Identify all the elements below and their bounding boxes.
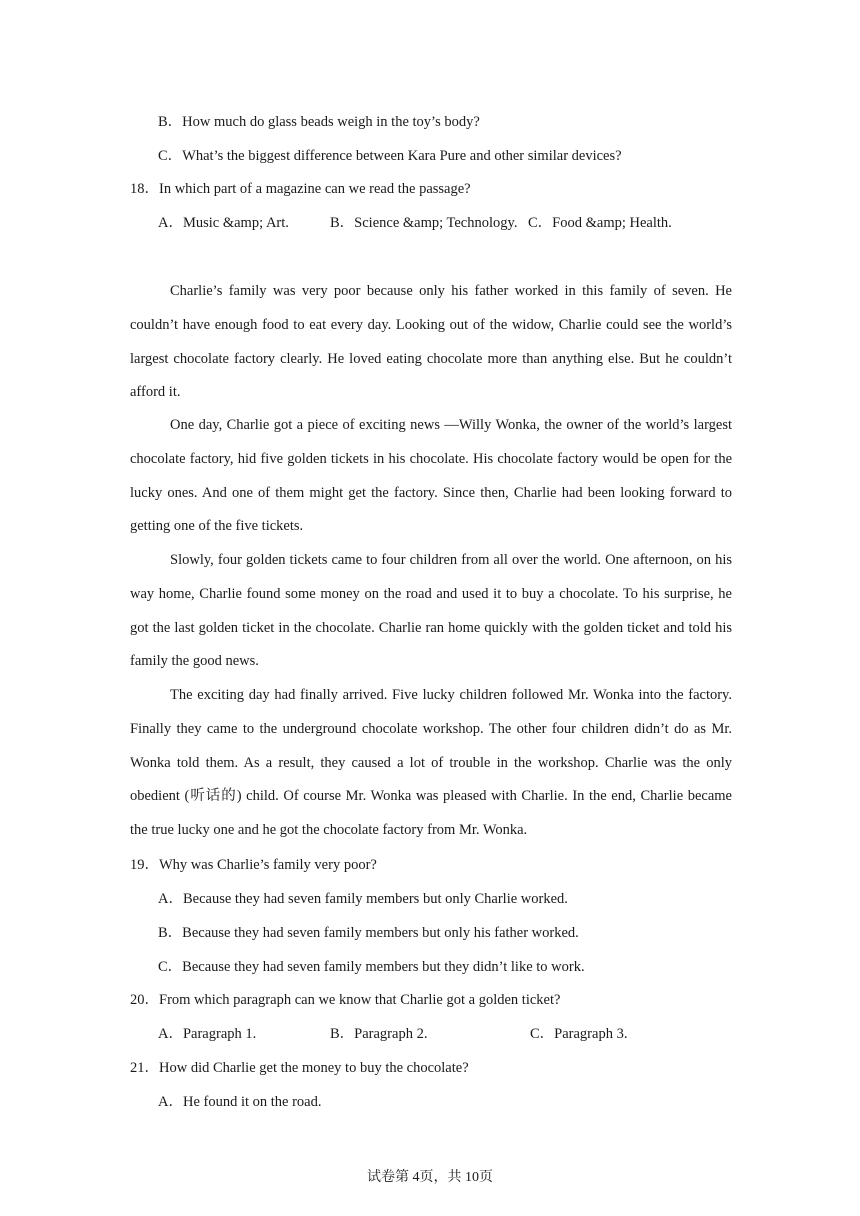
passage-paragraph-4: The exciting day had finally arrived. Five lucky children followed Mr. Wonka into the factory. Finally they came to the underground chocolate workshop. The other four children didn’t do as Mr. Wonka told them. As a result, they caused a lot of trouble in the workshop. Charlie was the only obedient (听话的) child. Of course Mr. Wonka was pleased with Charlie. In the end, Charlie became the true lucky one and he got the chocolate factory from Mr. Wonka. — [130, 687, 732, 839]
question-19-option-a: A．Because they had seven family members but only Charlie worked. — [158, 891, 568, 907]
question-20-option-b: B．Paragraph 2. — [330, 1026, 428, 1042]
page-footer: 试卷第 4页，共 10页 — [367, 1170, 493, 1185]
prev-option-b: B．How much do glass beads weigh in the toy’s body? — [158, 114, 480, 130]
question-21-text: 21．How did Charlie get the money to buy the chocolate? — [130, 1060, 469, 1076]
question-19-option-c: C．Because they had seven family members but they didn’t like to work. — [158, 959, 585, 975]
question-18-option-b: B．Science &amp; Technology. — [330, 215, 518, 231]
question-20-text: 20．From which paragraph can we know that Charlie got a golden ticket? — [130, 992, 561, 1008]
question-18-text: 18．In which part of a magazine can we read the passage? — [130, 181, 471, 197]
passage-paragraph-3: Slowly, four golden tickets came to four children from all over the world. One afternoon, on his way home, Charlie found some money on the road and used it to buy a chocolate. To his surprise, he got the last golden ticket in the chocolate. Charlie ran home quickly with the golden ticket and told his family the good news. — [130, 552, 732, 670]
question-18-option-c: C．Food &amp; Health. — [528, 215, 672, 231]
question-18-option-a: A．Music &amp; Art. — [158, 215, 289, 231]
question-20-option-a: A．Paragraph 1. — [158, 1026, 257, 1042]
passage-paragraph-1: Charlie’s family was very poor because only his father worked in this family of seven. He couldn’t have enough food to eat every day. Looking out of the widow, Charlie could see the world’s largest chocolate factory clearly. He loved eating chocolate more than anything else. But he couldn’t afford it. — [130, 283, 732, 401]
passage-paragraph-2: One day, Charlie got a piece of exciting news —Willy Wonka, the owner of the world’s largest chocolate factory, hid five golden tickets in his chocolate. His chocolate factory would be open for the lucky ones. And one of them might get the factory. Since then, Charlie had been looking forward to getting one of the five tickets. — [130, 417, 732, 535]
question-20-option-c: C．Paragraph 3. — [530, 1026, 628, 1042]
question-21-option-a: A．He found it on the road. — [158, 1094, 322, 1110]
prev-option-c: C．What’s the biggest difference between Kara Pure and other similar devices? — [158, 148, 622, 164]
question-19-text: 19．Why was Charlie’s family very poor? — [130, 857, 377, 873]
question-19-option-b: B．Because they had seven family members but only his father worked. — [158, 925, 579, 941]
